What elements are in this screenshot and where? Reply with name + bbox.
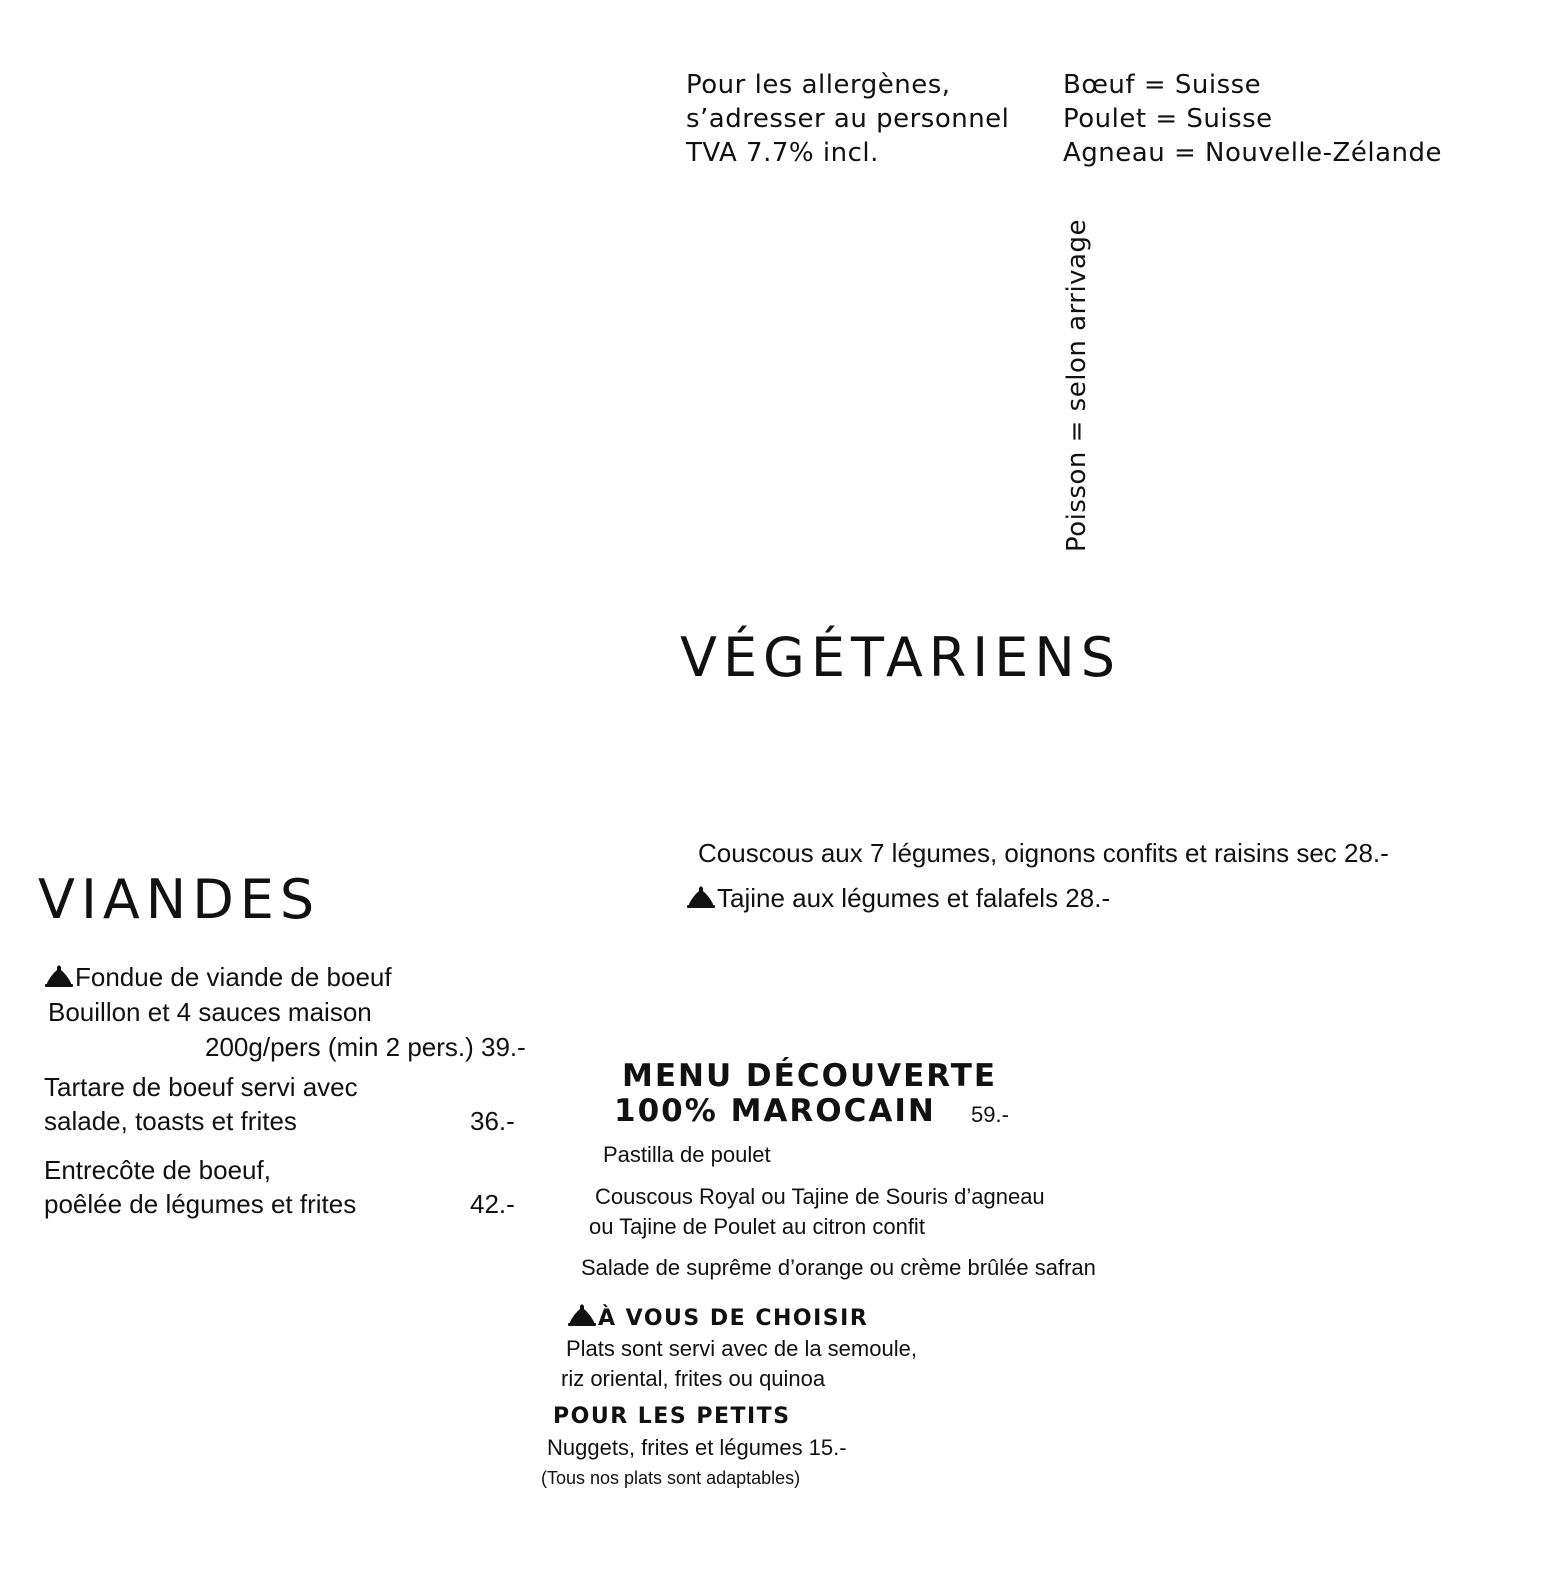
menu-price: 59.- bbox=[971, 1102, 1009, 1127]
menu-main-line-2: ou Tajine de Poulet au citron confit bbox=[589, 1214, 925, 1239]
tartare-price: 36.- bbox=[470, 1106, 515, 1136]
entrecote-line-2: poêlée de légumes et frites bbox=[44, 1189, 357, 1219]
vegetariens-title: VÉGÉTARIENS bbox=[680, 626, 1121, 689]
entrecote-price: 42.- bbox=[470, 1189, 515, 1219]
menu-main-line-1: Couscous Royal ou Tajine de Souris d’agneau bbox=[595, 1184, 1045, 1209]
fondue-price-line: 200g/pers (min 2 pers.) 39.- bbox=[205, 1032, 526, 1062]
entrecote-line-1: Entrecôte de boeuf, bbox=[44, 1155, 271, 1185]
allergens-line-1: Pour les allergènes, bbox=[686, 70, 951, 100]
origin-beef: Bœuf = Suisse bbox=[1063, 70, 1262, 100]
fondue-title: Fondue de viande de boeuf bbox=[75, 962, 392, 992]
allergens-line-2: s’adresser au personnel bbox=[686, 104, 1010, 134]
tva-note: TVA 7.7% incl. bbox=[686, 138, 879, 168]
kids-title: POUR LES PETITS bbox=[553, 1404, 791, 1429]
tajine-icon bbox=[687, 884, 715, 910]
tajine-icon bbox=[568, 1302, 596, 1328]
origin-lamb: Agneau = Nouvelle-Zélande bbox=[1063, 138, 1442, 168]
origin-info bbox=[1063, 68, 1442, 170]
veg-item-tajine bbox=[687, 881, 1110, 915]
choose-line-2: riz oriental, frites ou quinoa bbox=[561, 1366, 826, 1391]
tartare-line-1: Tartare de boeuf servi avec bbox=[44, 1072, 358, 1102]
viandes-title: VIANDES bbox=[38, 868, 321, 931]
fondue-line-2: Bouillon et 4 sauces maison bbox=[48, 997, 372, 1027]
tajine-icon bbox=[45, 963, 73, 989]
allergens-info bbox=[686, 68, 1009, 170]
origin-chicken: Poulet = Suisse bbox=[1063, 104, 1273, 134]
origin-fish: Poisson = selon arrivage bbox=[1062, 219, 1092, 552]
kids-note: (Tous nos plats sont adaptables) bbox=[541, 1468, 801, 1488]
choose-title: À VOUS DE CHOISIR bbox=[598, 1306, 869, 1331]
tartare-line-2: salade, toasts et frites bbox=[44, 1106, 297, 1136]
choose-heading bbox=[568, 1302, 868, 1331]
kids-item: Nuggets, frites et légumes 15.- bbox=[547, 1435, 847, 1460]
menu-starter: Pastilla de poulet bbox=[603, 1142, 771, 1167]
veg-item-tajine-text: Tajine aux légumes et falafels 28.- bbox=[717, 883, 1111, 913]
menu-title-line-2: 100% MAROCAIN bbox=[614, 1093, 936, 1129]
veg-item-couscous: Couscous aux 7 légumes, oignons confits et raisins sec 28.- bbox=[698, 838, 1389, 868]
fondue-line-1 bbox=[45, 960, 392, 994]
menu-dessert: Salade de suprême d’orange ou crème brûlée safran bbox=[581, 1255, 1096, 1280]
choose-line-1: Plats sont servi avec de la semoule, bbox=[566, 1336, 917, 1361]
menu-title-line-1: MENU DÉCOUVERTE bbox=[622, 1058, 998, 1094]
